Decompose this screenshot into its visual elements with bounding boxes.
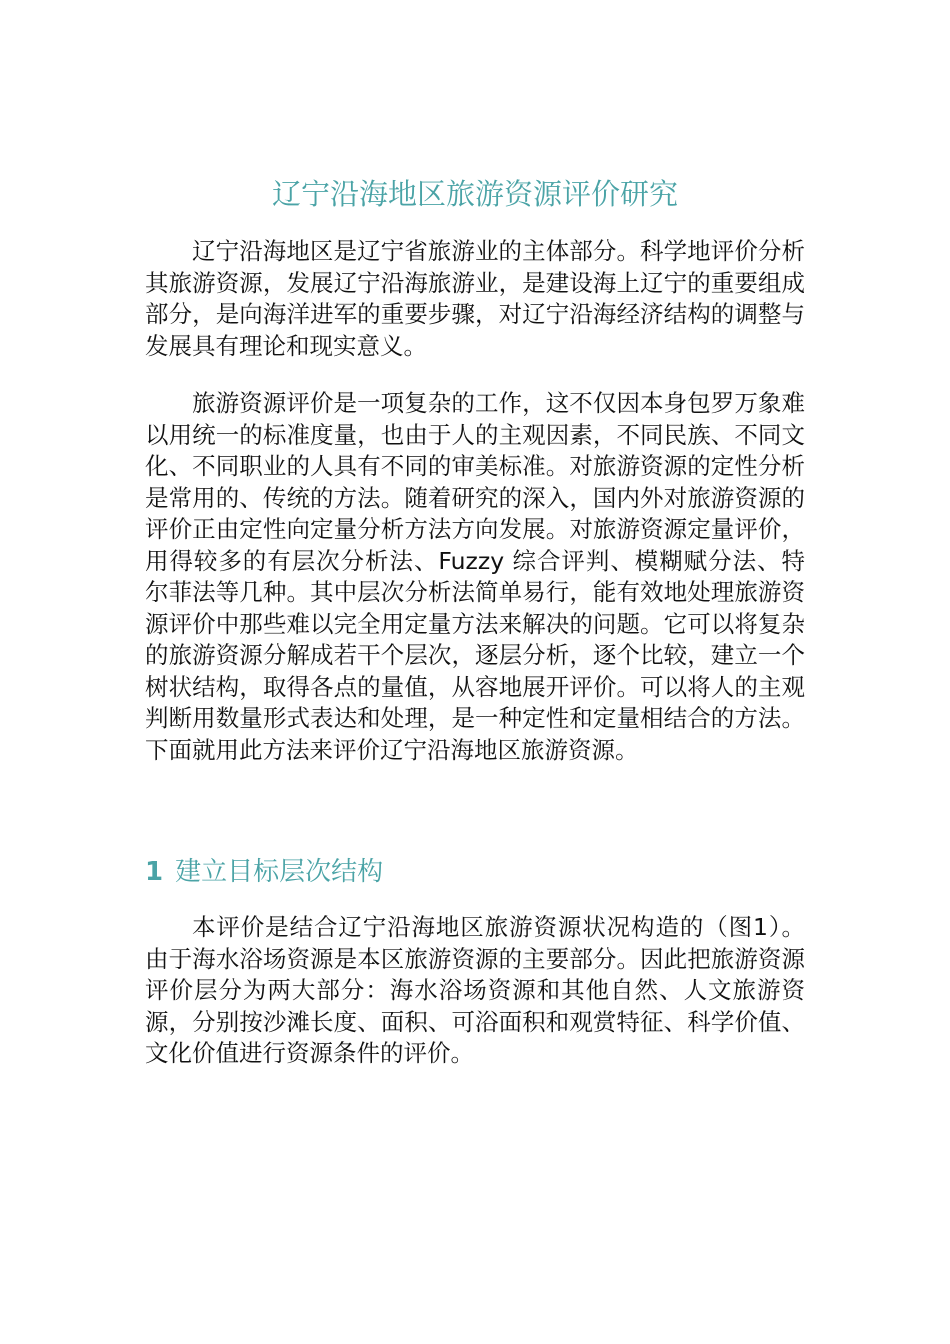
section-number: 1 [145, 857, 164, 887]
document-title: 辽宁沿海地区旅游资源评价研究 [271, 177, 678, 211]
intro-paragraph: 辽宁沿海地区是辽宁省旅游业的主体部分。科学地评价分析其旅游资源，发展辽宁沿海旅游业，是建设海上辽宁的重要组成部分，是向海洋进军的重要步骤，对辽宁沿海经济结构的调整与发展具有理论和现实意义。 [145, 237, 805, 360]
section-heading-text: 建立目标层次结构 [175, 857, 384, 887]
section-heading [145, 852, 383, 892]
methods-paragraph: 旅游资源评价是一项复杂的工作，这不仅因本身包罗万象难以用统一的标准度量，也由于人的主观因素，不同民族、不同文化、不同职业的人具有不同的审美标准。对旅游资源的定性分析是常用的、传统的方法。随着研究的深入，国内外对旅游资源的评价正由定性向定量分析方法方向发展。对旅游资源定量评价，用得较多的有层次分析法、Fuzzy 综合评判、模糊赋分法、特尔菲法等几种。其中层次分析法简单易行，能有效地处理旅游资源评价中那些难以完全用定量方法来解决的问题。它可以将复杂的旅游资源分解成若干个层次，逐层分析，逐个比较，建立一个树状结构，取得各点的量值，从容地展开评价。可以将人的主观判断用数量形式表达和处理，是一种定性和定量相结合的方法。下面就用此方法来评价辽宁沿海地区旅游资源。 [145, 389, 805, 764]
section-paragraph: 本评价是结合辽宁沿海地区旅游资源状况构造的（图1）。由于海水浴场资源是本区旅游资源的主要部分。因此把旅游资源评价层分为两大部分：海水浴场资源和其他自然、人文旅游资源，分别按沙滩长度、面积、可浴面积和观赏特征、科学价值、文化价值进行资源条件的评价。 [145, 913, 805, 1067]
